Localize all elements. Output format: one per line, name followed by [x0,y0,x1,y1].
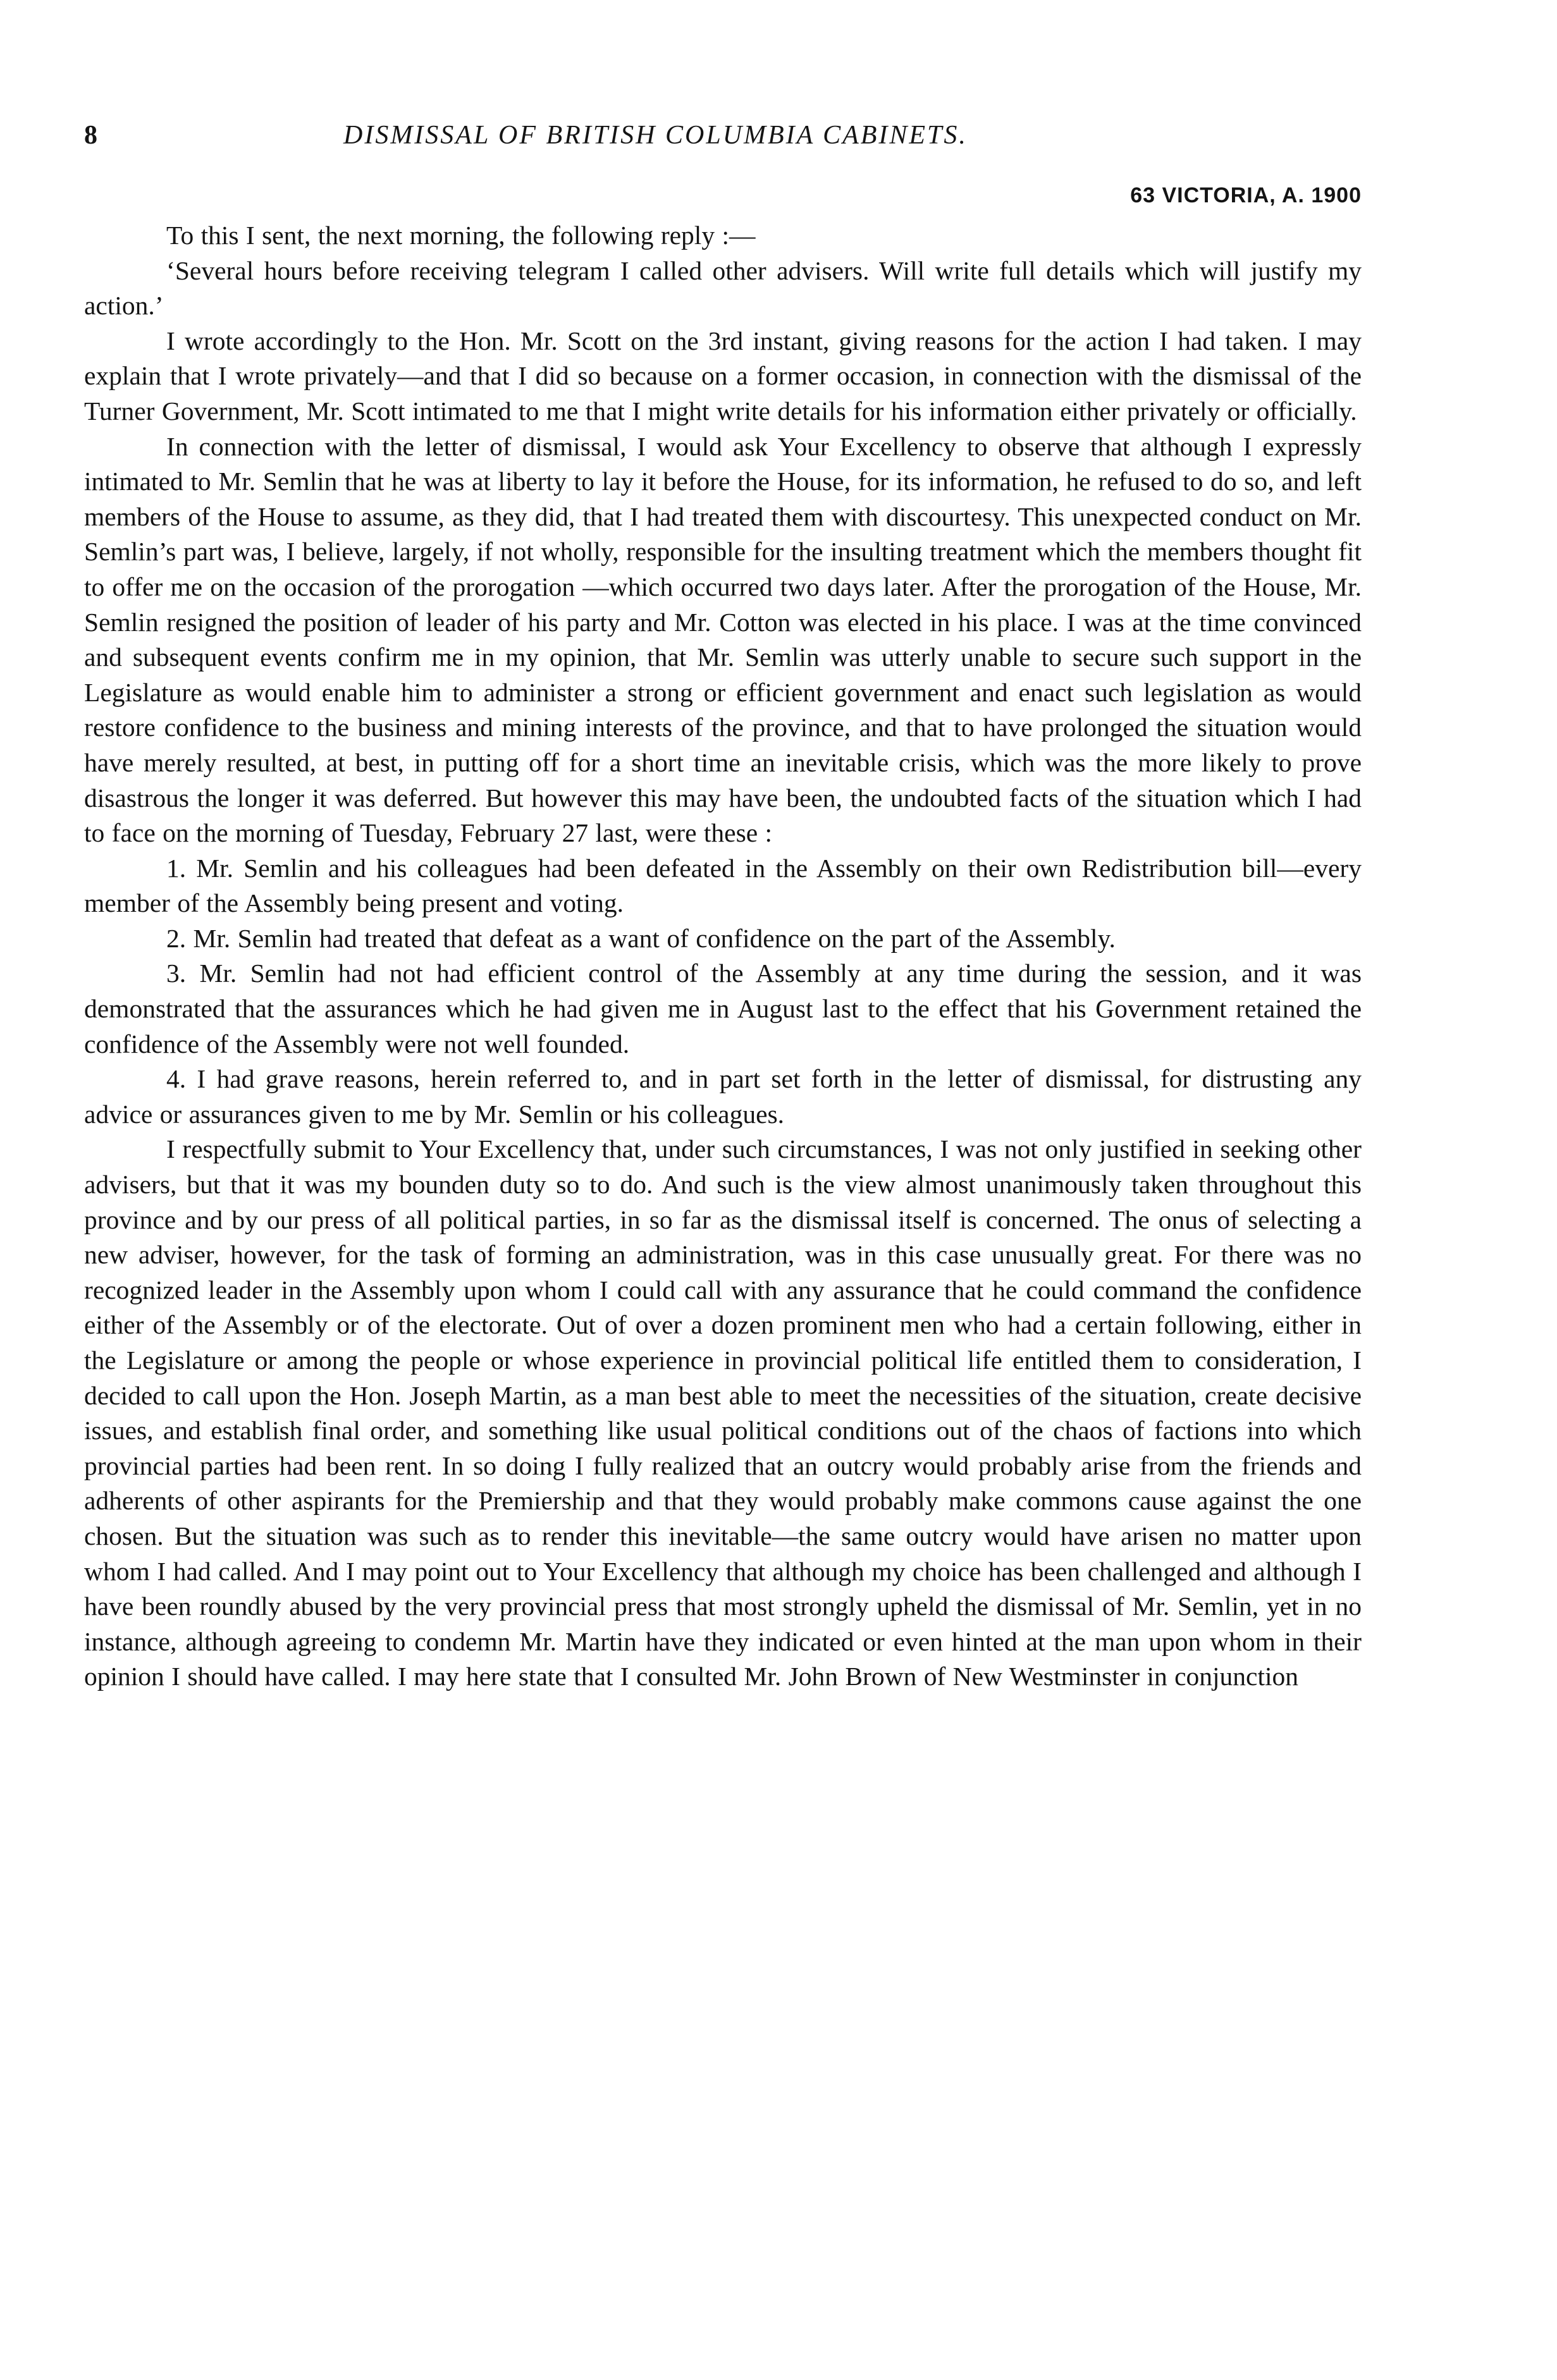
paragraph-telegram-quote: ‘Several hours before receiving telegram I called other advisers. Will write full details which will justify my action.’ [84,255,1362,321]
page-header [84,120,1362,207]
paragraph-letter-of-dismissal: In connection with the letter of dismissal, I would ask Your Excellency to observe that although I expressly intimated to Mr. Semlin that he was at liberty to lay it before the House, for its information, he refused to do so, and left members of the House to assume, as they did, that I had treated them with discourtesy. This unexpected conduct on Mr. Semlin’s part was, I believe, largely, if not wholly, responsible for the insulting treatment which the members thought fit to offer me on the occasion of the prorogation —which occurred two days later. After the prorogation of the House, Mr. Semlin resigned the position of leader of his party and Mr. Cotton was elected in his place. I was at the time convinced and subsequent events confirm me in my opinion, that Mr. Semlin was utterly unable to secure such support in the Legislature as would enable him to administer a strong or efficient government and enact such legislation as would restore confidence to the business and mining interests of the province, and that to have prolonged the situation would have merely resulted, at best, in putting off for a short time an inevitable crisis, which was the more likely to prove disastrous the longer it was deferred. But however this may have been, the undoubted facts of the situation which I had to face on the morning of Tuesday, February 27 last, were these : [84,431,1362,848]
paragraph-wrote-to-scott: I wrote accordingly to the Hon. Mr. Scott on the 3rd instant, giving reasons for the action I had taken. I may explain that I wrote privately—and that I did so because on a former occasion, in connection with the dismissal of the Turner Government, Mr. Scott intimated to me that I might write details for his information either privately or officially. [84,326,1362,426]
page-number: 8 [84,121,97,150]
paragraph-submission: I respectfully submit to Your Excellency that, under such circumstances, I was not only justified in seeking other advisers, but that it was my bounden duty so to do. And such is the view almost unanimously taken throughout this province and by our press of all political parties, in so far as the dismissal itself is concerned. The onus of selecting a new adviser, however, for the task of forming an administration, was in this case unusually great. For there was no recognized leader in the Assembly upon whom I could call with any assurance that he could command the confidence either of the Assembly or of the electorate. Out of over a dozen prominent men who had a certain following, either in the Legislature or among the people or whose experience in provincial political life entitled them to consideration, I decided to call upon the Hon. Joseph Martin, as a man best able to meet the necessities of the situation, create decisive issues, and establish final order, and something like usual political conditions out of the chaos of factions into which provincial parties had been rent. In so doing I fully realized that an outcry would probably arise from the friends and adherents of other aspirants for the Premiership and that they would probably make commons cause against the one chosen. But the situation was such as to render this inevitable—the same outcry would have arisen no matter upon whom I had called. And I may point out to Your Excellency that although my choice has been challenged and although I have been roundly abused by the very provincial press that most strongly upheld the dismissal of Mr. Semlin, yet in no instance, although agreeing to condemn Mr. Martin have they indicated or even hinted at the man upon whom in their opinion I should have called. I may here state that I consulted Mr. John Brown of New Westminster in conjunction [84,1134,1362,1691]
list-item-1: 1. Mr. Semlin and his colleagues had been defeated in the Assembly on their own Redistribution bill—every member of the Assembly being present and voting. [84,853,1362,918]
body-text [84,218,1362,1695]
list-item-2: 2. Mr. Semlin had treated that defeat as a want of confidence on the part of the Assembly. [166,923,1116,953]
session-mark: 63 VICTORIA, A. 1900 [1130,183,1362,207]
list-item-3: 3. Mr. Semlin had not had efficient control of the Assembly at any time during the session, and it was demonstrated that the assurances which he had given me in August last to the effect that his Government retained the confidence of the Assembly were not well founded. [84,959,1362,1058]
list-item-4: 4. I had grave reasons, herein referred to, and in part set forth in the letter of dismissal, for distrusting any advice or assurances given to me by Mr. Semlin or his colleagues. [84,1064,1362,1129]
running-title: DISMISSAL OF BRITISH COLUMBIA CABINETS. [343,121,968,150]
paragraph-reply-intro: To this I sent, the next morning, the following reply :— [166,221,756,250]
